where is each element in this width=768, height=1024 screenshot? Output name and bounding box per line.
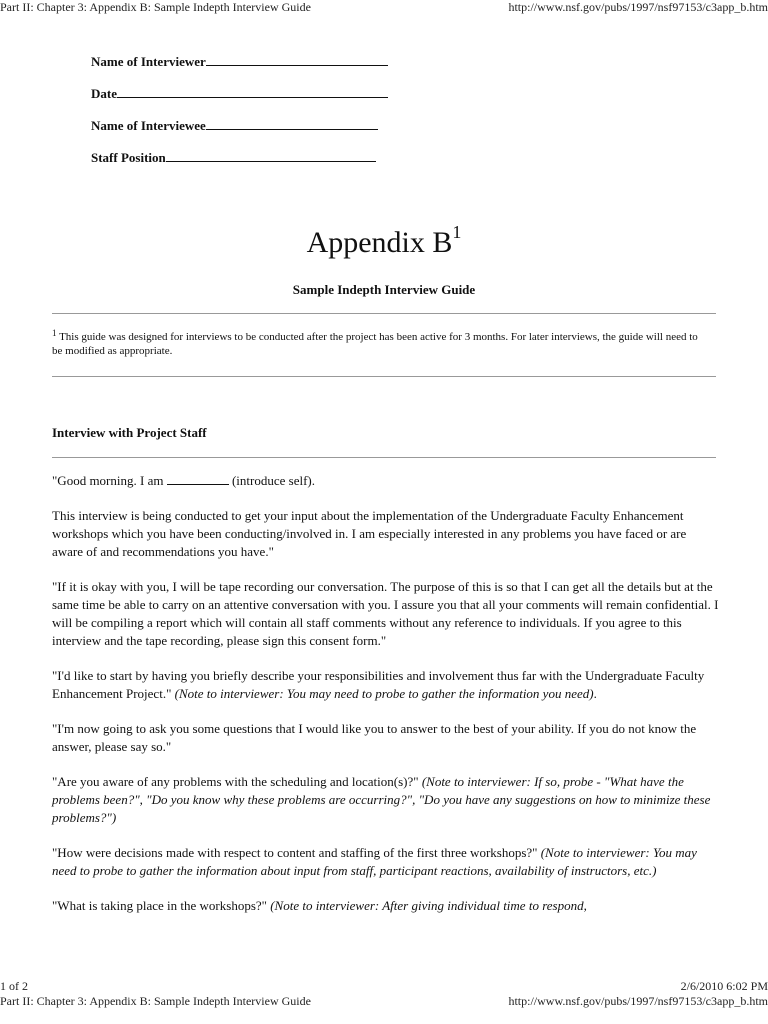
paragraph-scheduling (52, 773, 720, 827)
interviewer-note: (Note to interviewer: After giving individual time to respond, (270, 898, 587, 913)
divider (52, 313, 716, 314)
field-blank-line (166, 149, 376, 162)
field-interviewee (91, 117, 378, 134)
field-date (91, 85, 388, 102)
interviewer-note: (Note to interviewer: If so, probe - "What have the problems been?", "Do you know why these problems are occurring?", "Do you have any suggestions on how to minimize these problems?") (52, 774, 711, 825)
field-blank-line (206, 53, 388, 66)
interviewer-note: (Note to interviewer: You may need to probe to gather the information you need) (174, 686, 594, 701)
paragraph-workshops (52, 897, 720, 915)
page-title-text: Appendix B (306, 226, 453, 259)
field-blank-line (206, 117, 378, 130)
page-number: 1 of 2 (0, 979, 28, 993)
interviewer-note: (Note to interviewer: You may need to probe to gather the information about input from staff, participant reactions, availability of instructors, etc.) (52, 845, 697, 878)
paragraph-text: . (593, 686, 597, 701)
print-datetime: 2/6/2010 6:02 PM (680, 979, 768, 993)
interview-body (52, 472, 720, 932)
section-heading: Interview with Project Staff (52, 425, 207, 440)
page-subtitle: Sample Indepth Interview Guide (292, 282, 476, 297)
paragraph-decisions (52, 844, 720, 880)
print-header-title: Part II: Chapter 3: Appendix B: Sample Indepth Interview Guide (0, 994, 311, 1008)
footnote (52, 330, 700, 358)
divider (52, 457, 716, 458)
field-label: Staff Position (91, 150, 166, 165)
print-header-title: Part II: Chapter 3: Appendix B: Sample Indepth Interview Guide (0, 0, 311, 14)
field-staff-position (91, 149, 376, 166)
print-header (0, 0, 768, 14)
print-header-url: http://www.nsf.gov/pubs/1997/nsf97153/c3app_b.htm (508, 0, 768, 14)
paragraph-text: "Are you aware of any problems with the scheduling and location(s)?" (52, 774, 422, 789)
paragraph-responsibilities (52, 667, 720, 703)
paragraph-purpose: This interview is being conducted to get your input about the implementation of the Undergraduate Faculty Enhancement workshops which you have been conducting/involved in. I am especially interested in any problems you have faced or are aware of and recommendations you have." (52, 508, 687, 559)
paragraph-text: "How were decisions made with respect to content and staffing of the first three workshops?" (52, 845, 541, 860)
divider (52, 376, 716, 377)
footnote-reference: 1 (452, 222, 462, 242)
footnote-marker: 1 (52, 328, 57, 338)
print-header-next-page (0, 994, 768, 1008)
field-label: Name of Interviewer (91, 54, 206, 69)
paragraph-recording: "If it is okay with you, I will be tape recording our conversation. The purpose of this is so that I can get all the details but at the same time be able to carry on an attentive conversation with you. I assure you that all your comments will remain confidential. I will be compiling a report which will contain all staff comments without any reference to individuals. If you agree to this interview and the tape recording, please sign this consent form." (52, 579, 719, 648)
paragraph-text: "Good morning. I am (52, 473, 167, 488)
paragraph-text: "I'd like to start by having you briefly describe your responsibilities and involvement thus far with the Undergraduate Faculty Enhancement Project." (52, 668, 705, 701)
footnote-text: This guide was designed for interviews to be conducted after the project has been active for 3 months. For later interviews, the guide will need to be modified as appropriate. (52, 331, 698, 357)
blank-line (167, 472, 229, 485)
field-label: Name of Interviewee (91, 118, 206, 133)
paragraph-greeting (52, 472, 720, 490)
print-header-url: http://www.nsf.gov/pubs/1997/nsf97153/c3app_b.htm (508, 994, 768, 1008)
field-interviewer (91, 53, 388, 70)
paragraph-text: "What is taking place in the workshops?" (52, 898, 271, 913)
paragraph-questions-intro: "I'm now going to ask you some questions that I would like you to answer to the best of your ability. If you do not know the answer, please say so." (52, 721, 697, 754)
field-label: Date (91, 86, 117, 101)
field-blank-line (117, 85, 388, 98)
print-footer (0, 979, 768, 993)
page-title (0, 224, 768, 262)
paragraph-text: (introduce self). (228, 473, 315, 488)
